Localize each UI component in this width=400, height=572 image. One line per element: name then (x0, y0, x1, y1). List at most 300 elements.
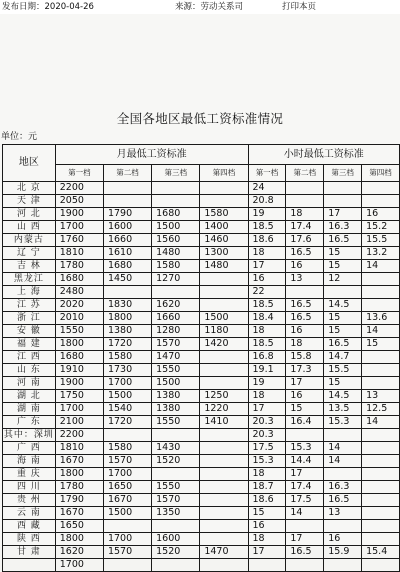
hourly-wage-cell: 16.4 (286, 416, 324, 429)
table-row (3, 403, 400, 416)
publish-date: 发布日期：2020-04-26 (2, 2, 94, 12)
monthly-wage-cell: 1700 (55, 559, 103, 572)
monthly-wage-cell (200, 481, 248, 494)
monthly-tier-header: 第四档 (200, 165, 248, 182)
hourly-wage-cell: 19 (248, 377, 286, 390)
table-row (3, 416, 400, 429)
table-row (3, 338, 400, 351)
hourly-wage-cell (362, 182, 400, 195)
hourly-wage-cell: 14.5 (324, 390, 362, 403)
table-row (3, 312, 400, 325)
monthly-wage-cell: 1780 (55, 481, 103, 494)
hourly-wage-cell: 14 (286, 507, 324, 520)
monthly-wage-cell: 1500 (103, 507, 151, 520)
monthly-wage-cell: 1680 (103, 260, 151, 273)
hourly-wage-cell: 16.5 (324, 494, 362, 507)
hourly-wage-cell (286, 286, 324, 299)
monthly-wage-cell: 1550 (152, 481, 200, 494)
hourly-wage-cell: 18 (286, 208, 324, 221)
source-label: 来源：劳动关系司 (175, 2, 244, 12)
hourly-wage-cell (286, 182, 324, 195)
monthly-wage-cell: 1500 (103, 390, 151, 403)
table-row (3, 195, 400, 208)
monthly-wage-cell: 1680 (55, 273, 103, 286)
table-row (3, 325, 400, 338)
monthly-wage-cell (103, 286, 151, 299)
monthly-wage-cell: 1620 (55, 546, 103, 559)
monthly-wage-cell (200, 377, 248, 390)
hourly-wage-cell: 16 (248, 520, 286, 533)
monthly-wage-cell: 1300 (200, 247, 248, 260)
monthly-group-header: 月最低工资标准 (55, 145, 248, 165)
monthly-wage-cell (152, 559, 200, 572)
hourly-wage-cell: 18.6 (248, 234, 286, 247)
monthly-wage-cell (200, 455, 248, 468)
monthly-wage-cell: 1670 (103, 494, 151, 507)
hourly-wage-cell (286, 520, 324, 533)
hourly-wage-cell: 19 (248, 208, 286, 221)
hourly-wage-cell: 14 (362, 325, 400, 338)
hourly-group-header: 小时最低工资标准 (248, 145, 399, 165)
region-cell: 吉 林 (3, 260, 56, 273)
monthly-wage-cell: 2200 (55, 429, 103, 442)
hourly-wage-cell: 12 (324, 273, 362, 286)
monthly-wage-cell: 1720 (103, 416, 151, 429)
monthly-tier-header: 第一档 (55, 165, 103, 182)
monthly-wage-cell: 1500 (200, 312, 248, 325)
hourly-wage-cell (362, 364, 400, 377)
region-cell: 江 西 (3, 351, 56, 364)
monthly-wage-cell: 1830 (103, 299, 151, 312)
hourly-wage-cell: 15 (324, 377, 362, 390)
region-cell: 北 京 (3, 182, 56, 195)
monthly-wage-cell (200, 273, 248, 286)
table-row (3, 208, 400, 221)
monthly-wage-cell (152, 468, 200, 481)
hourly-wage-cell: 14 (324, 442, 362, 455)
monthly-wage-cell: 1570 (152, 494, 200, 507)
document-page (0, 14, 400, 570)
hourly-wage-cell (362, 559, 400, 572)
hourly-wage-cell: 16.5 (286, 247, 324, 260)
monthly-wage-cell: 1680 (152, 208, 200, 221)
monthly-wage-cell: 1450 (103, 273, 151, 286)
hourly-wage-cell: 14.4 (286, 455, 324, 468)
hourly-wage-cell (362, 455, 400, 468)
hourly-wage-cell: 22 (248, 286, 286, 299)
region-cell: 浙 江 (3, 312, 56, 325)
monthly-wage-cell: 1570 (152, 338, 200, 351)
monthly-wage-cell: 1700 (55, 403, 103, 416)
hourly-wage-cell: 18.7 (248, 481, 286, 494)
table-row (3, 468, 400, 481)
monthly-wage-cell (103, 559, 151, 572)
table-row (3, 494, 400, 507)
table-row (3, 390, 400, 403)
hourly-wage-cell: 13.6 (362, 312, 400, 325)
hourly-wage-cell: 15.2 (362, 221, 400, 234)
hourly-wage-cell (324, 468, 362, 481)
hourly-wage-cell: 15 (248, 507, 286, 520)
region-cell (3, 559, 56, 572)
monthly-wage-cell: 1280 (152, 325, 200, 338)
region-cell: 山 东 (3, 364, 56, 377)
hourly-wage-cell (324, 520, 362, 533)
monthly-wage-cell: 1730 (103, 364, 151, 377)
hourly-wage-cell: 16.3 (324, 481, 362, 494)
region-cell: 湖 北 (3, 390, 56, 403)
hourly-wage-cell: 15.5 (362, 234, 400, 247)
table-row (3, 455, 400, 468)
region-cell: 内蒙古 (3, 234, 56, 247)
monthly-wage-cell: 1670 (55, 507, 103, 520)
region-cell: 陕 西 (3, 533, 56, 546)
monthly-wage-cell: 1620 (152, 299, 200, 312)
monthly-wage-cell: 2480 (55, 286, 103, 299)
monthly-wage-cell: 1570 (103, 546, 151, 559)
monthly-wage-cell: 1520 (152, 546, 200, 559)
monthly-wage-cell (103, 195, 151, 208)
monthly-wage-cell: 1900 (55, 377, 103, 390)
monthly-wage-cell: 1480 (152, 247, 200, 260)
hourly-wage-cell: 19.1 (248, 364, 286, 377)
hourly-wage-cell: 15 (324, 260, 362, 273)
hourly-wage-cell: 18 (248, 390, 286, 403)
region-cell: 广 西 (3, 442, 56, 455)
monthly-wage-cell: 2200 (55, 182, 103, 195)
monthly-wage-cell: 1580 (200, 208, 248, 221)
hourly-wage-cell (362, 377, 400, 390)
monthly-tier-header: 第三档 (152, 165, 200, 182)
monthly-wage-cell (152, 195, 200, 208)
hourly-tier-header: 第二档 (286, 165, 324, 182)
region-cell: 广 东 (3, 416, 56, 429)
hourly-wage-cell: 20.3 (248, 429, 286, 442)
hourly-wage-cell: 17.5 (286, 494, 324, 507)
hourly-wage-cell: 18.5 (248, 338, 286, 351)
hourly-wage-cell: 16 (248, 273, 286, 286)
hourly-wage-cell (362, 351, 400, 364)
monthly-wage-cell (200, 299, 248, 312)
hourly-wage-cell (362, 533, 400, 546)
table-row (3, 364, 400, 377)
monthly-wage-cell (200, 442, 248, 455)
monthly-wage-cell (200, 364, 248, 377)
table-row (3, 377, 400, 390)
hourly-wage-cell: 17.6 (286, 234, 324, 247)
monthly-wage-cell: 1800 (55, 533, 103, 546)
table-row (3, 221, 400, 234)
monthly-wage-cell (200, 468, 248, 481)
region-cell: 天 津 (3, 195, 56, 208)
hourly-wage-cell: 17 (286, 468, 324, 481)
monthly-wage-cell: 1470 (152, 351, 200, 364)
hourly-wage-cell (248, 559, 286, 572)
region-cell: 四 川 (3, 481, 56, 494)
monthly-wage-cell: 1430 (152, 442, 200, 455)
monthly-wage-cell: 1760 (55, 234, 103, 247)
region-cell: 贵 州 (3, 494, 56, 507)
print-page-link[interactable]: 打印本页 (282, 2, 317, 12)
monthly-wage-cell: 1500 (152, 221, 200, 234)
hourly-wage-cell: 16.5 (286, 299, 324, 312)
monthly-wage-cell: 1810 (55, 442, 103, 455)
hourly-wage-cell: 14 (362, 260, 400, 273)
monthly-wage-cell: 1650 (103, 481, 151, 494)
hourly-wage-cell: 15.3 (324, 416, 362, 429)
region-cell: 其中：深圳 (3, 430, 54, 440)
hourly-wage-cell (286, 429, 324, 442)
table-row (3, 182, 400, 195)
hourly-wage-cell (362, 507, 400, 520)
region-cell: 上 海 (3, 286, 56, 299)
monthly-wage-cell: 1350 (152, 507, 200, 520)
region-column-header: 地区 (3, 145, 56, 182)
hourly-wage-cell: 15 (362, 338, 400, 351)
monthly-wage-cell: 1900 (55, 208, 103, 221)
hourly-wage-cell: 17.4 (286, 481, 324, 494)
hourly-wage-cell: 13.2 (362, 247, 400, 260)
hourly-wage-cell: 15.3 (286, 442, 324, 455)
monthly-wage-cell: 1700 (103, 468, 151, 481)
monthly-wage-cell: 1660 (152, 312, 200, 325)
hourly-wage-cell: 16.5 (324, 338, 362, 351)
monthly-wage-cell: 1800 (55, 468, 103, 481)
table-row (3, 481, 400, 494)
monthly-wage-cell: 1720 (103, 338, 151, 351)
monthly-wage-cell: 1460 (200, 234, 248, 247)
monthly-wage-cell (103, 182, 151, 195)
table-row (3, 286, 400, 299)
hourly-wage-cell: 18 (286, 338, 324, 351)
hourly-wage-cell: 13 (362, 390, 400, 403)
hourly-wage-cell: 15.4 (362, 546, 400, 559)
monthly-wage-cell: 1520 (152, 455, 200, 468)
wage-table-body (3, 182, 400, 572)
monthly-wage-cell: 1660 (103, 234, 151, 247)
hourly-wage-cell: 18 (248, 468, 286, 481)
hourly-wage-cell: 15.5 (324, 364, 362, 377)
hourly-wage-cell: 24 (248, 182, 286, 195)
hourly-wage-cell: 15.3 (248, 455, 286, 468)
monthly-wage-cell: 1600 (152, 533, 200, 546)
monthly-wage-cell (200, 182, 248, 195)
monthly-wage-cell (200, 520, 248, 533)
hourly-wage-cell: 15 (286, 403, 324, 416)
monthly-wage-cell: 1250 (200, 390, 248, 403)
monthly-wage-cell: 1570 (103, 455, 151, 468)
monthly-wage-cell: 1500 (152, 377, 200, 390)
monthly-wage-cell (103, 429, 151, 442)
region-cell: 辽 宁 (3, 247, 56, 260)
hourly-wage-cell: 18.4 (248, 312, 286, 325)
hourly-wage-cell: 16 (286, 325, 324, 338)
table-row (3, 234, 400, 247)
table-row (3, 273, 400, 286)
region-cell: 河 北 (3, 208, 56, 221)
monthly-wage-cell: 1780 (55, 260, 103, 273)
monthly-wage-cell: 1800 (103, 312, 151, 325)
hourly-wage-cell: 17 (286, 377, 324, 390)
hourly-wage-cell: 17 (286, 533, 324, 546)
monthly-wage-cell: 1380 (152, 403, 200, 416)
region-cell: 黑龙江 (3, 273, 56, 286)
hourly-wage-cell: 15 (324, 247, 362, 260)
hourly-wage-cell: 18.6 (248, 494, 286, 507)
hourly-wage-cell: 16.5 (286, 546, 324, 559)
hourly-wage-cell: 17 (248, 260, 286, 273)
hourly-wage-cell: 16 (362, 208, 400, 221)
hourly-wage-cell (324, 286, 362, 299)
monthly-wage-cell: 2010 (55, 312, 103, 325)
hourly-wage-cell: 18 (248, 247, 286, 260)
hourly-wage-cell (362, 429, 400, 442)
region-cell: 重 庆 (3, 468, 56, 481)
hourly-wage-cell: 13.5 (324, 403, 362, 416)
hourly-wage-cell (362, 299, 400, 312)
monthly-wage-cell: 1220 (200, 403, 248, 416)
hourly-wage-cell (286, 195, 324, 208)
monthly-wage-cell: 1700 (103, 533, 151, 546)
document-title: 全国各地区最低工资标准情况 (116, 111, 284, 126)
hourly-wage-cell: 17 (324, 208, 362, 221)
monthly-wage-cell: 1550 (55, 325, 103, 338)
monthly-wage-cell (152, 429, 200, 442)
monthly-wage-cell (200, 533, 248, 546)
hourly-wage-cell: 20.8 (248, 195, 286, 208)
hourly-wage-cell: 14 (324, 455, 362, 468)
region-cell: 河 南 (3, 377, 56, 390)
monthly-wage-cell: 1180 (200, 325, 248, 338)
monthly-wage-cell: 1910 (55, 364, 103, 377)
monthly-wage-cell (200, 286, 248, 299)
hourly-wage-cell: 17.5 (248, 442, 286, 455)
monthly-wage-cell: 1560 (152, 234, 200, 247)
hourly-wage-cell (324, 429, 362, 442)
region-cell: 山 西 (3, 221, 56, 234)
monthly-wage-cell: 1800 (55, 338, 103, 351)
monthly-wage-cell: 1550 (152, 416, 200, 429)
monthly-wage-cell: 1750 (55, 390, 103, 403)
hourly-wage-cell: 17.4 (286, 221, 324, 234)
region-cell: 江 苏 (3, 299, 56, 312)
hourly-wage-cell (362, 468, 400, 481)
hourly-wage-cell: 15.9 (324, 546, 362, 559)
hourly-wage-cell: 15.8 (286, 351, 324, 364)
hourly-wage-cell: 18 (248, 325, 286, 338)
monthly-wage-cell: 1810 (55, 247, 103, 260)
monthly-wage-cell (152, 520, 200, 533)
monthly-wage-cell: 1700 (103, 377, 151, 390)
region-cell: 西 藏 (3, 520, 56, 533)
monthly-tier-header: 第二档 (103, 165, 151, 182)
hourly-wage-cell (362, 494, 400, 507)
hourly-wage-cell (324, 559, 362, 572)
hourly-wage-cell: 13 (324, 507, 362, 520)
hourly-wage-cell: 16.3 (324, 221, 362, 234)
monthly-wage-cell: 1580 (103, 351, 151, 364)
unit-label: 单位：元 (1, 132, 38, 142)
table-row (3, 546, 400, 559)
monthly-wage-cell: 1420 (200, 338, 248, 351)
monthly-wage-cell: 1540 (103, 403, 151, 416)
region-cell: 海 南 (3, 455, 56, 468)
monthly-wage-cell: 1270 (152, 273, 200, 286)
table-row (3, 559, 400, 572)
monthly-wage-cell (152, 182, 200, 195)
hourly-wage-cell (362, 195, 400, 208)
monthly-wage-cell (152, 286, 200, 299)
monthly-wage-cell: 1650 (55, 520, 103, 533)
hourly-wage-cell: 16.5 (324, 234, 362, 247)
hourly-wage-cell: 15 (324, 325, 362, 338)
monthly-wage-cell: 2100 (55, 416, 103, 429)
monthly-wage-cell (200, 507, 248, 520)
region-cell: 安 徽 (3, 325, 56, 338)
region-cell: 云 南 (3, 507, 56, 520)
table-row (3, 533, 400, 546)
table-row (3, 247, 400, 260)
monthly-wage-cell: 1600 (103, 221, 151, 234)
monthly-wage-cell (200, 559, 248, 572)
hourly-wage-cell: 12.5 (362, 403, 400, 416)
monthly-wage-cell: 2050 (55, 195, 103, 208)
hourly-wage-cell: 14.5 (324, 299, 362, 312)
monthly-wage-cell (200, 429, 248, 442)
region-cell: 福 建 (3, 338, 56, 351)
hourly-wage-cell: 16.8 (248, 351, 286, 364)
monthly-wage-cell (200, 351, 248, 364)
hourly-wage-cell: 16 (286, 390, 324, 403)
monthly-wage-cell: 1580 (152, 260, 200, 273)
hourly-wage-cell: 16.5 (286, 312, 324, 325)
monthly-wage-cell: 1380 (103, 325, 151, 338)
monthly-wage-cell: 1410 (200, 416, 248, 429)
table-row (3, 442, 400, 455)
hourly-wage-cell: 17 (248, 546, 286, 559)
hourly-wage-cell: 16 (286, 260, 324, 273)
hourly-wage-cell (324, 182, 362, 195)
hourly-wage-cell (362, 273, 400, 286)
monthly-wage-cell: 1610 (103, 247, 151, 260)
region-cell: 湖 南 (3, 403, 56, 416)
hourly-wage-cell (362, 442, 400, 455)
monthly-wage-cell: 1700 (55, 221, 103, 234)
monthly-wage-cell: 1670 (55, 455, 103, 468)
monthly-wage-cell: 1400 (200, 221, 248, 234)
wage-table (2, 144, 400, 572)
table-row (3, 299, 400, 312)
hourly-wage-cell (324, 195, 362, 208)
page-header-bar (0, 0, 400, 14)
monthly-wage-cell: 2020 (55, 299, 103, 312)
monthly-wage-cell: 1680 (55, 351, 103, 364)
table-row (3, 507, 400, 520)
hourly-tier-header: 第一档 (248, 165, 286, 182)
monthly-wage-cell: 1790 (103, 208, 151, 221)
hourly-wage-cell (362, 520, 400, 533)
monthly-wage-cell: 1380 (152, 390, 200, 403)
hourly-wage-cell (362, 286, 400, 299)
hourly-wage-cell: 18.5 (248, 299, 286, 312)
monthly-wage-cell (200, 195, 248, 208)
hourly-wage-cell: 17 (248, 403, 286, 416)
monthly-wage-cell (200, 494, 248, 507)
monthly-wage-cell: 1480 (200, 260, 248, 273)
table-row (3, 520, 400, 533)
monthly-wage-cell: 1550 (152, 364, 200, 377)
hourly-tier-header: 第四档 (362, 165, 400, 182)
